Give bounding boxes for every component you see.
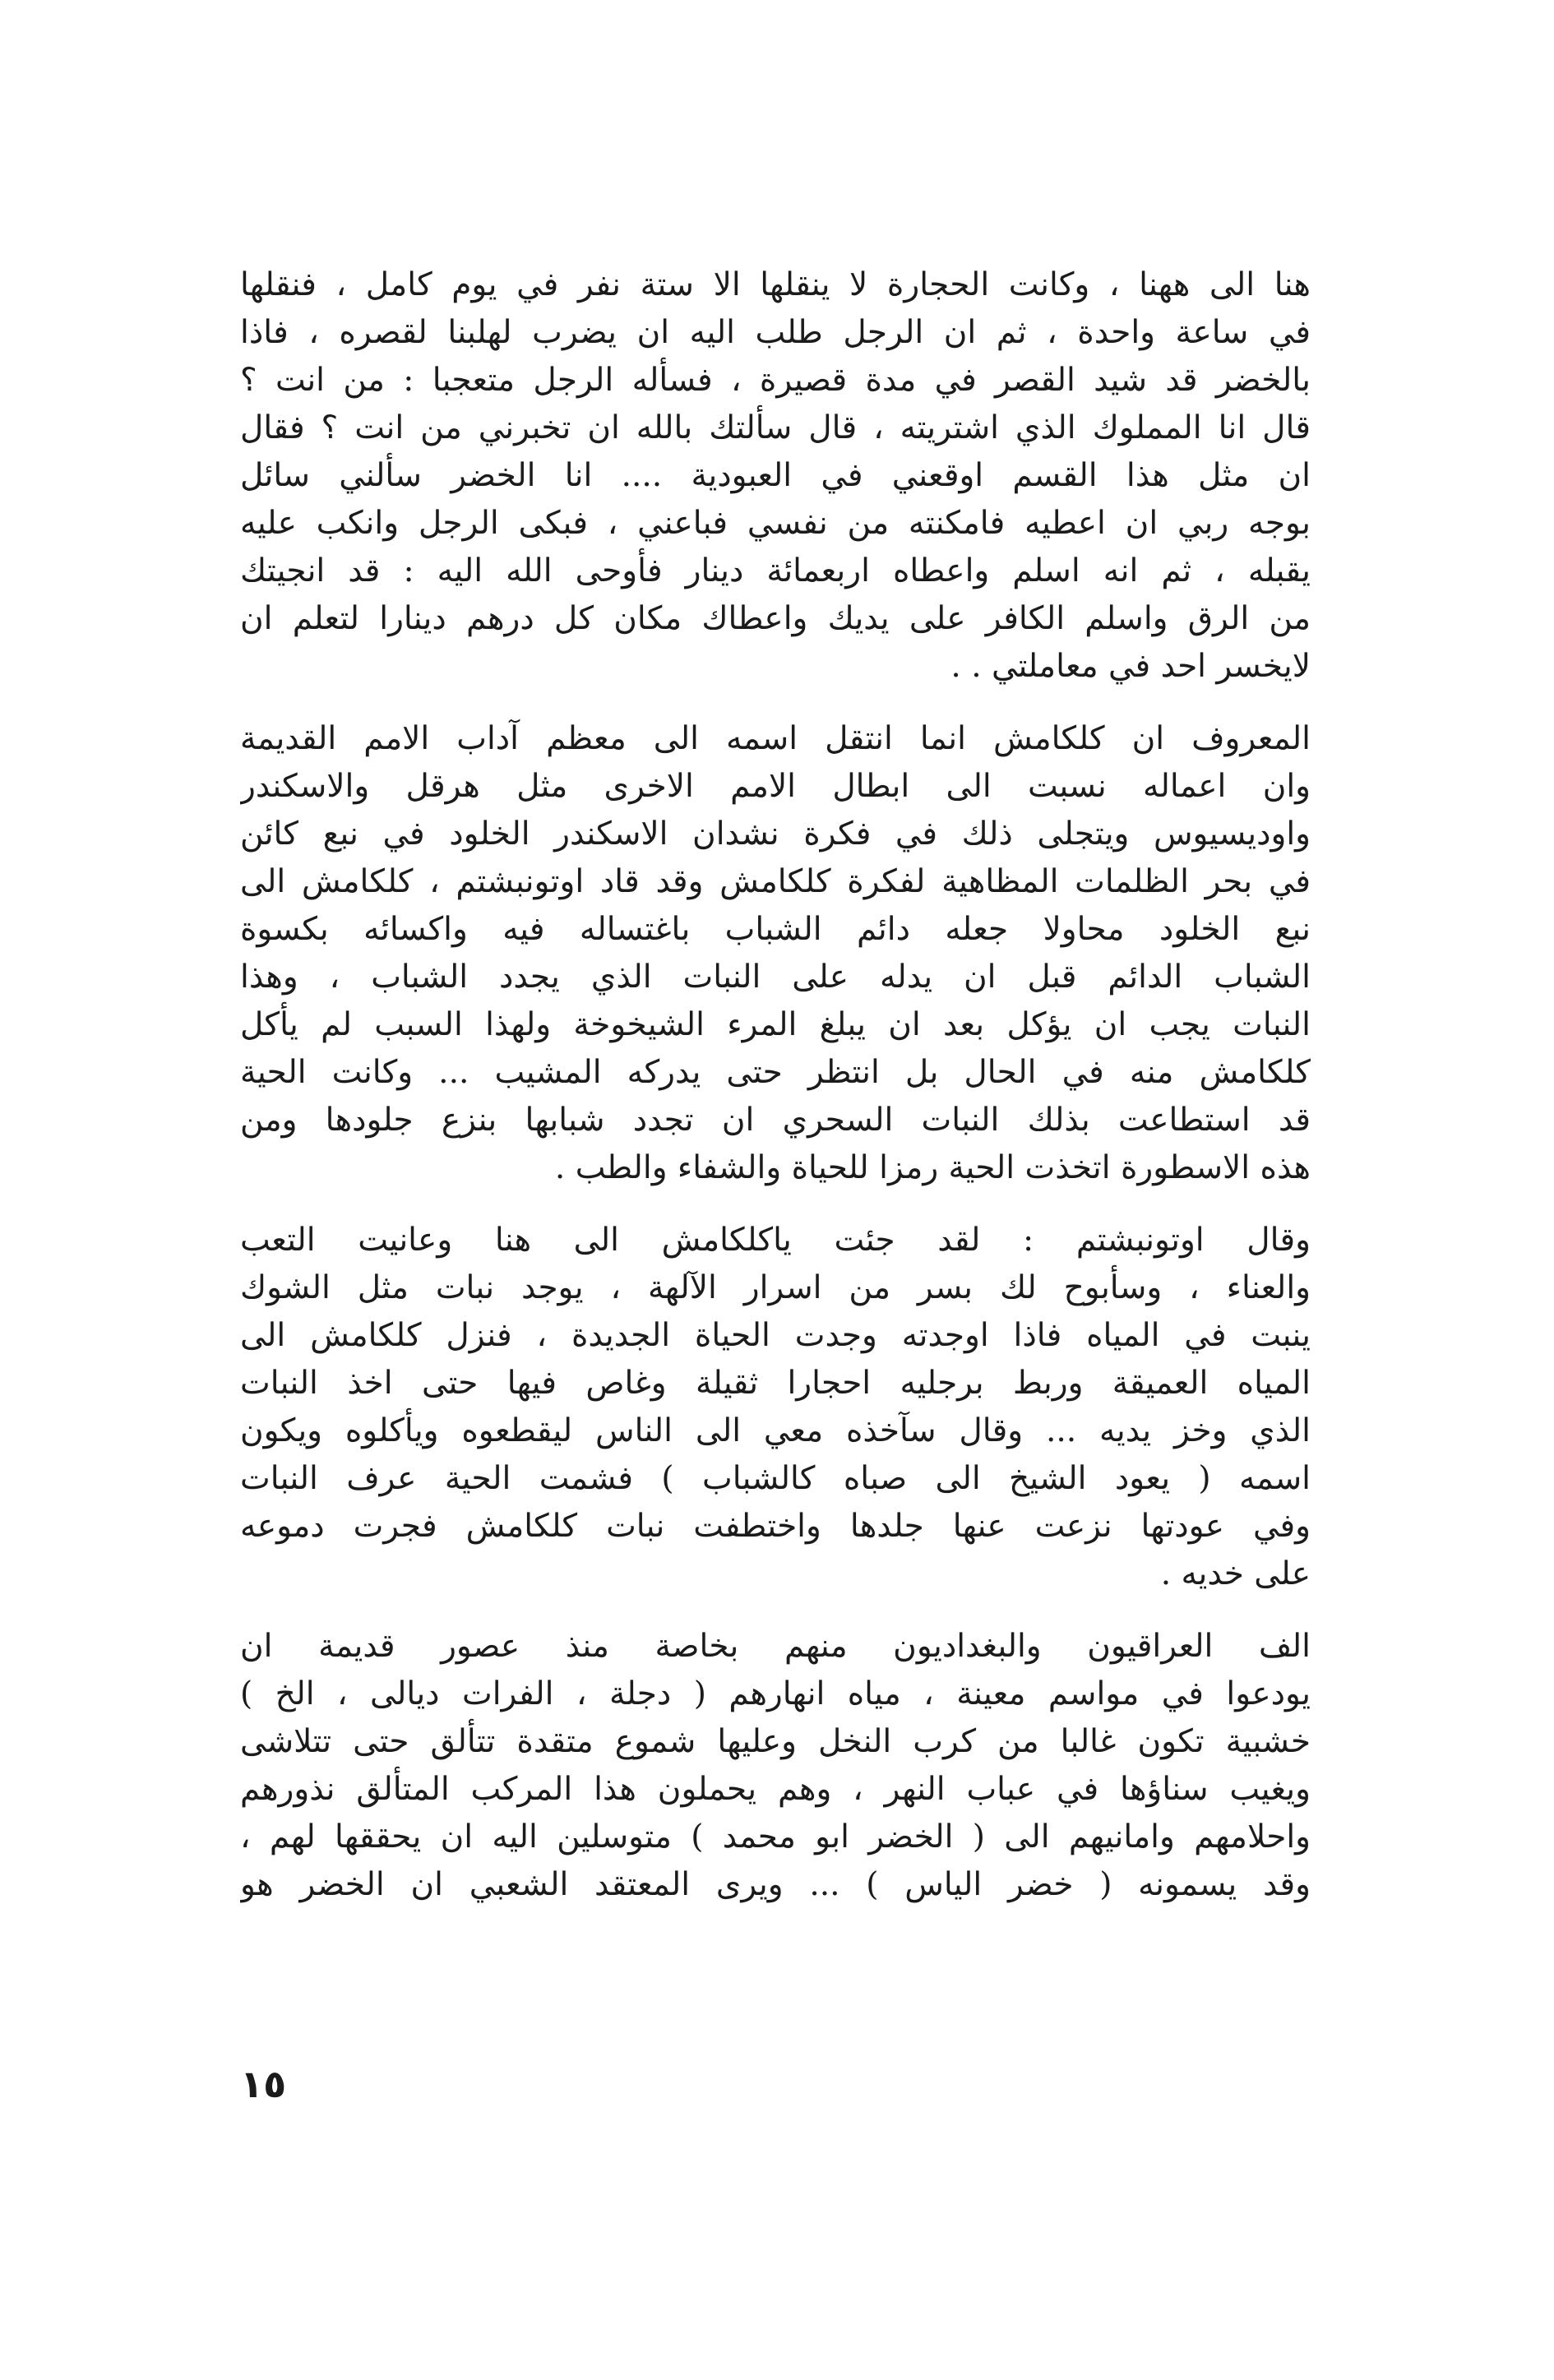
text-line: بوجه ربي ان اعطيه فامكنته من نفسي فباعني ، فبكى الرجل وانكب عليه bbox=[240, 505, 1311, 542]
body-text bbox=[240, 261, 1311, 1909]
paragraph-gap bbox=[240, 691, 1311, 715]
page-number: ١٥ bbox=[240, 2062, 287, 2106]
text-line: كلكامش منه في الحال بل انتظر حتى يدركه المشيب ... وكانت الحية bbox=[240, 1054, 1311, 1091]
text-line: يودعوا في مواسم معينة ، مياه انهارهم ( دجلة ، الفرات ديالى ، الخ ) bbox=[240, 1675, 1311, 1712]
text-line: هذه الاسطورة اتخذت الحية رمزا للحياة والشفاء والطب . bbox=[554, 1149, 1311, 1186]
text-line: في ساعة واحدة ، ثم ان الرجل طلب اليه ان يضرب لهلبنا لقصره ، فاذا bbox=[240, 314, 1311, 351]
text-line: الشباب الدائم قبل ان يدله على النبات الذي يجدد الشباب ، وهذا bbox=[240, 959, 1311, 996]
text-line: في بحر الظلمات المظاهية لفكرة كلكامش وقد قاد اوتونبشتم ، كلكامش الى bbox=[240, 863, 1311, 900]
text-line: لايخسر احد في معاملتي . . bbox=[950, 648, 1311, 685]
text-line: الف العراقيون والبغداديون منهم بخاصة منذ عصور قديمة ان bbox=[240, 1628, 1311, 1665]
text-line: ان مثل هذا القسم اوقعني في العبودية .... انا الخضر سألني سائل bbox=[240, 457, 1311, 494]
text-line: وقال اوتونبشتم : لقد جئت ياكلكامش الى هنا وعانيت التعب bbox=[240, 1222, 1311, 1259]
text-line: والعناء ، وسأبوح لك بسر من اسرار الآلهة ، يوجد نبات مثل الشوك bbox=[240, 1269, 1311, 1306]
text-line: الذي وخز يديه ... وقال سآخذه معي الى الناس ليقطعوه ويأكلوه ويكون bbox=[240, 1412, 1311, 1449]
text-line: هنا الى ههنا ، وكانت الحجارة لا ينقلها الا ستة نفر في يوم كامل ، فنقلها bbox=[240, 266, 1311, 303]
text-line: وان اعماله نسبت الى ابطال الامم الاخرى مثل هرقل والاسكندر bbox=[240, 768, 1311, 805]
text-line: اسمه ( يعود الشيخ الى صباه كالشباب ) فشمت الحية عرف النبات bbox=[240, 1460, 1311, 1497]
paragraph bbox=[240, 1217, 1311, 1598]
text-line: واوديسيوس ويتجلى ذلك في فكرة نشدان الاسكندر الخلود في نبع كائن bbox=[240, 816, 1311, 853]
text-line: المياه العميقة وربط برجليه احجارا ثقيلة وغاص فيها حتى اخذ النبات bbox=[240, 1365, 1311, 1402]
paragraph bbox=[240, 715, 1311, 1192]
text-line: خشبية تكون غالبا من كرب النخل وعليها شموع متقدة تتألق حتى تتلاشى bbox=[240, 1723, 1311, 1760]
text-line: المعروف ان كلكامش انما انتقل اسمه الى معظم آداب الامم القديمة bbox=[240, 720, 1311, 757]
paragraph-gap bbox=[240, 1192, 1311, 1217]
text-line: ينبت في المياه فاذا اوجدته وجدت الحياة الجديدة ، فنزل كلكامش الى bbox=[240, 1317, 1311, 1354]
text-line: ويغيب سناؤها في عباب النهر ، وهم يحملون هذا المركب المتألق نذورهم bbox=[240, 1771, 1311, 1808]
paragraph bbox=[240, 261, 1311, 691]
text-line: وفي عودتها نزعت عنها جلدها واختطفت نبات كلكامش فجرت دموعه bbox=[240, 1508, 1311, 1545]
text-line: يقبله ، ثم انه اسلم واعطاه اربعمائة دينار فأوحى الله اليه : قد انجيتك bbox=[240, 552, 1311, 589]
text-line: قال انا المملوك الذي اشتريته ، قال سألتك بالله ان تخبرني من انت ؟ فقال bbox=[240, 409, 1311, 446]
text-line: واحلامهم وامانيهم الى ( الخضر ابو محمد ) متوسلين اليه ان يحققها لهم ، bbox=[240, 1819, 1311, 1855]
text-line: بالخضر قد شيد القصر في مدة قصيرة ، فسأله الرجل متعجبا : من انت ؟ bbox=[240, 362, 1311, 399]
text-line: قد استطاعت بذلك النبات السحري ان تجدد شبابها بنزع جلودها ومن bbox=[240, 1102, 1311, 1139]
text-line: وقد يسمونه ( خضر الياس ) ... ويرى المعتقد الشعبي ان الخضر هو bbox=[240, 1866, 1311, 1903]
paragraph-gap bbox=[240, 1598, 1311, 1623]
text-line: من الرق واسلم الكافر على يديك واعطاك مكان كل درهم دينارا لتعلم ان bbox=[240, 600, 1311, 637]
paragraph bbox=[240, 1623, 1311, 1909]
text-line: النبات يجب ان يؤكل بعد ان يبلغ المرء الشيخوخة ولهذا السبب لم يأكل bbox=[240, 1006, 1311, 1043]
text-line: على خديه . bbox=[1160, 1555, 1311, 1592]
text-line: نبع الخلود محاولا جعله دائم الشباب باغتساله فيه واكسائه بكسوة bbox=[240, 911, 1311, 948]
